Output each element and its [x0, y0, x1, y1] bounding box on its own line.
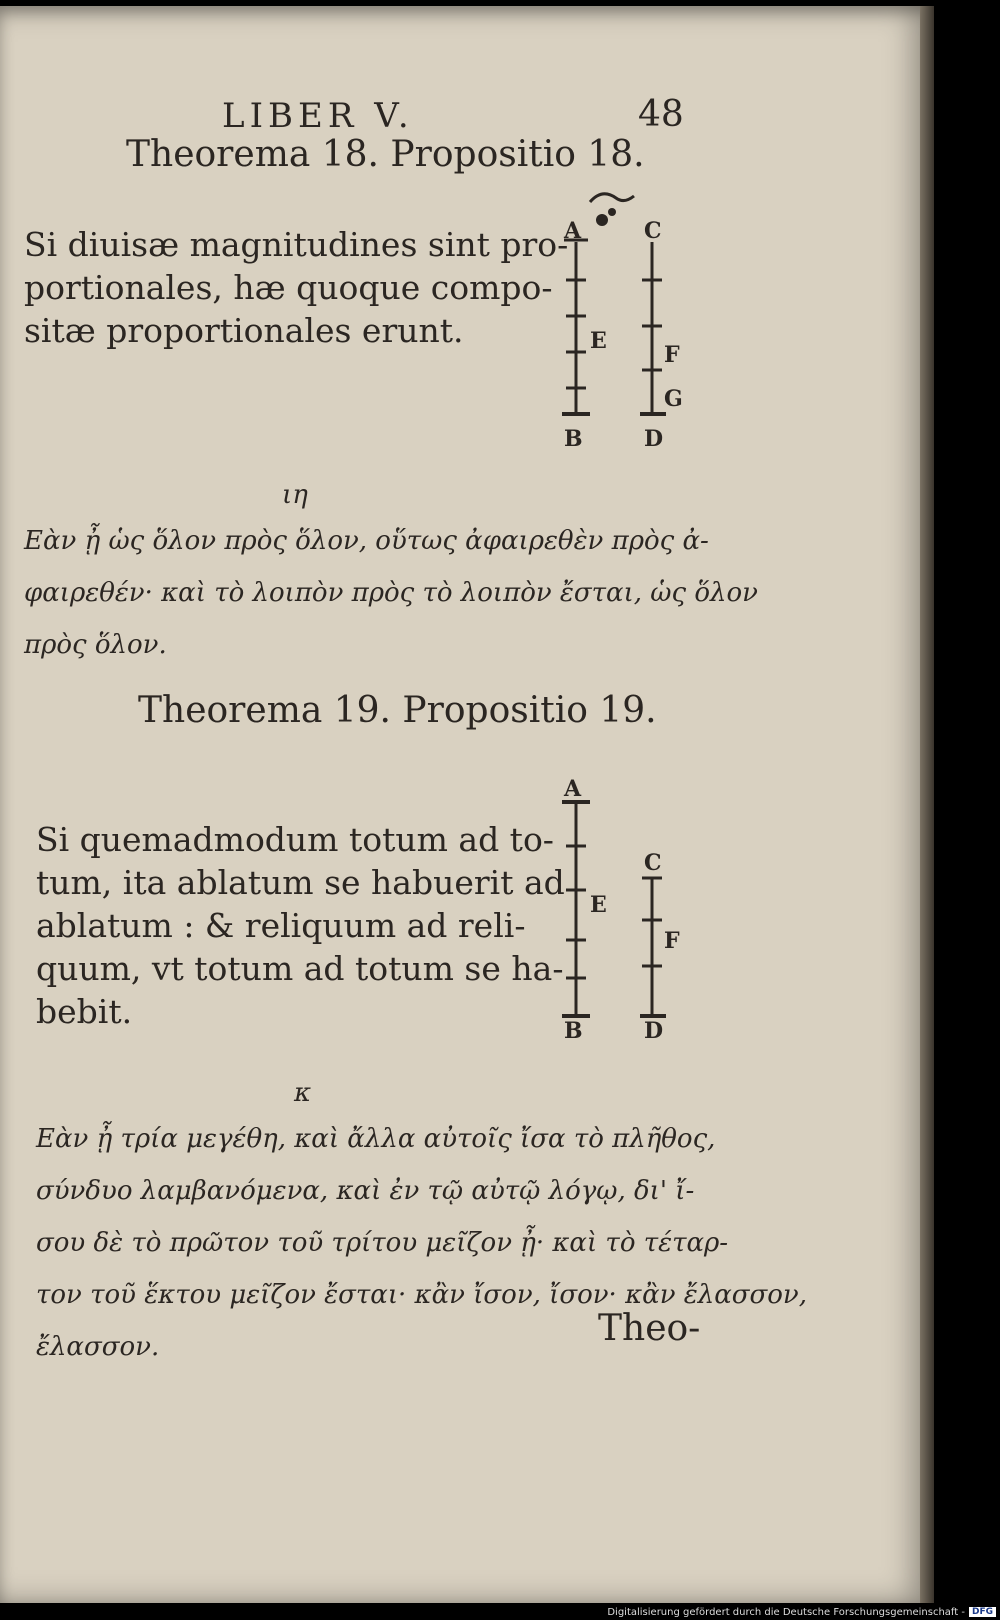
theorem-19-heading: Theorema 19. Propositio 19.	[138, 690, 657, 731]
figure-label: C	[644, 850, 662, 876]
text-line: πρὸς ὅλον.	[24, 630, 167, 660]
theorem-19-latin-text	[36, 818, 565, 1033]
greek-numeral: κ	[294, 1078, 312, 1108]
figure-label: G	[664, 386, 683, 412]
figure-label: D	[644, 426, 664, 452]
figure-label: B	[564, 426, 583, 452]
text-line: tum, ita ablatum se habuerit ad	[36, 863, 565, 902]
figure-label: F	[664, 342, 680, 368]
text-line: Si quemadmodum totum ad to-	[36, 820, 554, 859]
figure-label: B	[564, 1018, 583, 1044]
greek-numeral: ιη	[282, 480, 308, 510]
footer-text: Digitalisierung gefördert durch die Deutsche Forschungsgemeinschaft -	[607, 1606, 965, 1618]
text-line: Εὰν ᾖ τρία μεγέθη, καὶ ἄλλα αὐτοῖς ἴσα τὸ πλῆθος,	[36, 1124, 716, 1154]
running-head: LIBER V.	[222, 96, 414, 136]
text-line: τον τοῦ ἕκτου μεῖζον ἔσται· κἂν ἴσον, ἴσον· κἂν ἔλασσον,	[36, 1280, 807, 1310]
text-line: ἔλασσον.	[36, 1332, 160, 1362]
footer-credit	[560, 1604, 996, 1620]
text-line: sitæ proportionales erunt.	[24, 311, 464, 350]
text-line: bebit.	[36, 992, 133, 1031]
text-line: φαιρεθέν· καὶ τὸ λοιπὸν πρὸς τὸ λοιπὸν ἔσται, ὡς ὅλον	[24, 578, 758, 608]
theorem-18-greek-text	[24, 515, 758, 671]
figure-label: E	[590, 328, 607, 354]
figure-label: A	[564, 218, 582, 244]
text-line: σου δὲ τὸ πρῶτον τοῦ τρίτου μεῖζον ᾖ· καὶ τὸ τέταρ-	[36, 1228, 729, 1258]
page-edge	[920, 6, 934, 1603]
figure-label: E	[590, 892, 607, 918]
theorem-18-figure	[540, 180, 683, 460]
theorem-18-latin-text	[24, 223, 568, 352]
dfg-logo: DFG	[969, 1607, 996, 1617]
theorem-19-figure	[540, 770, 680, 1044]
text-line: σύνδυο λαμβανόμενα, καὶ ἐν τῷ αὐτῷ λόγῳ, δι' ἴ-	[36, 1176, 695, 1206]
text-line: Si diuisæ magnitudines sint pro-	[24, 225, 569, 264]
figure-label: D	[644, 1018, 664, 1044]
figure-label: F	[664, 928, 680, 954]
figure-label: C	[644, 218, 662, 244]
figure-label: A	[564, 776, 582, 802]
text-line: ablatum : & reliquum ad reli-	[36, 906, 526, 945]
page-number: 48	[638, 94, 684, 135]
catchword: Theo-	[598, 1308, 701, 1349]
text-line: quum, vt totum ad totum se ha-	[36, 949, 564, 988]
text-line: portionales, hæ quoque compo-	[24, 268, 553, 307]
theorem-18-heading: Theorema 18. Propositio 18.	[126, 134, 645, 175]
text-line: Εὰν ᾖ ὡς ὅλον πρὸς ὅλον, οὕτως ἀφαιρεθὲν πρὸς ἀ-	[24, 526, 709, 556]
